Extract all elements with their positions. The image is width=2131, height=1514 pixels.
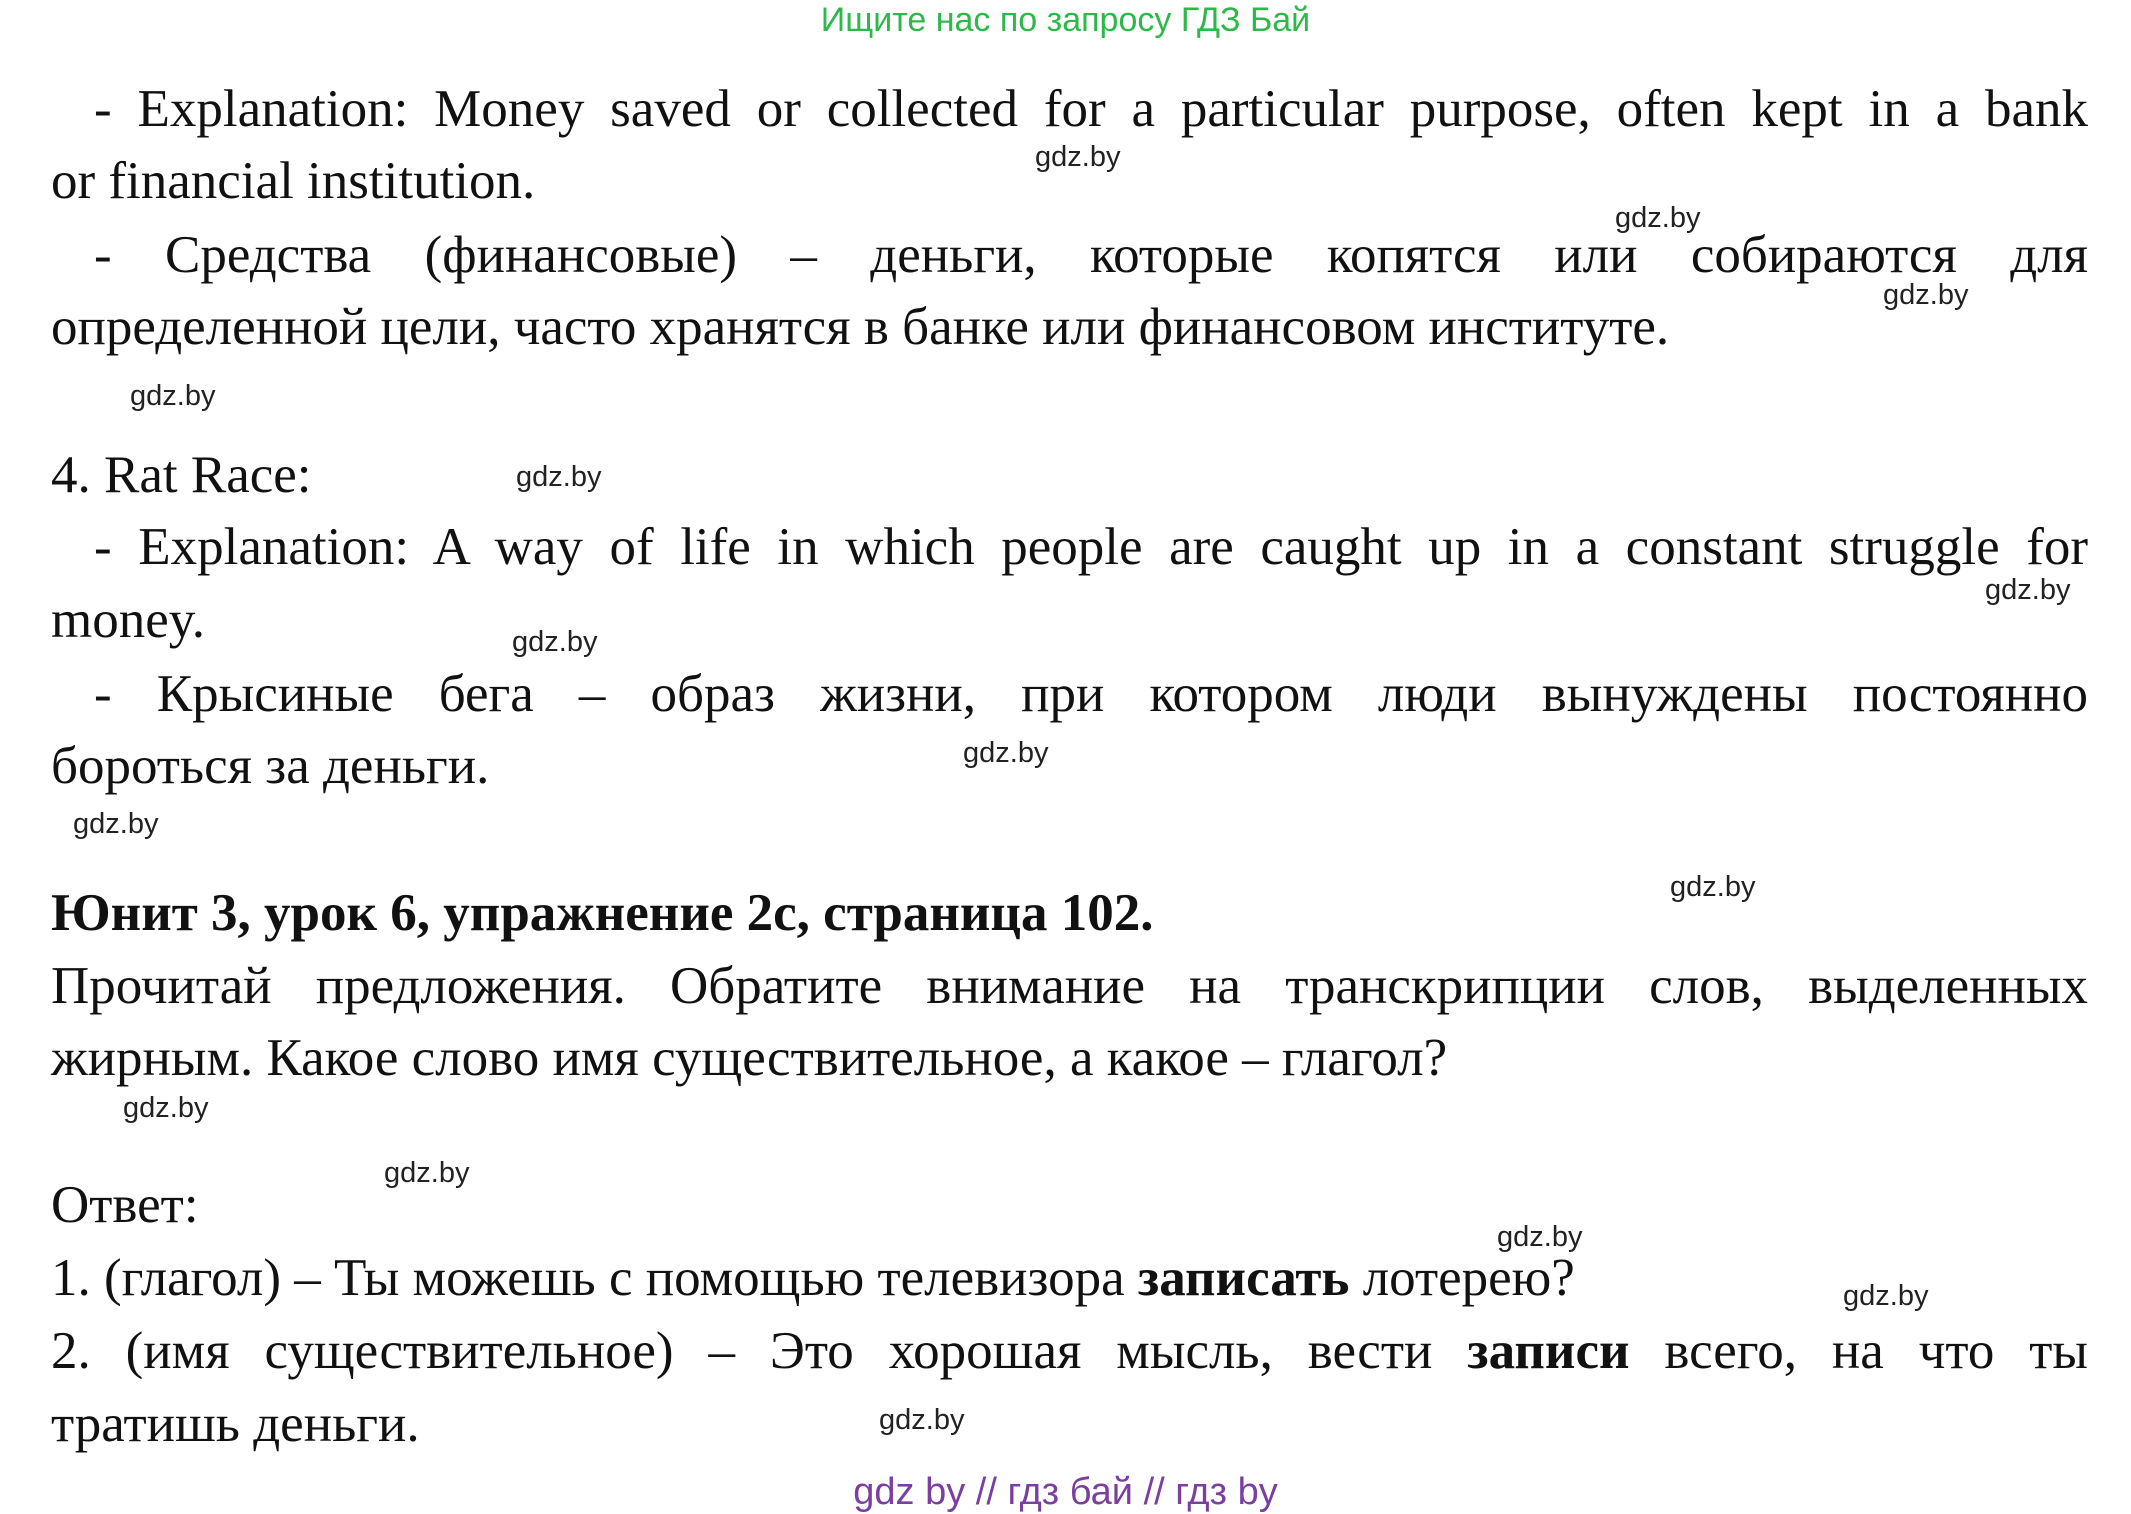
watermark: gdz.by xyxy=(963,737,1049,769)
answer-item-2-text: 2. (имя существительное) – Это хорошая мысль, вести xyxy=(51,1322,1468,1380)
footer-note: gdz by // гдз бай // гдз by xyxy=(853,1471,1278,1513)
watermark: gdz.by xyxy=(1035,141,1121,173)
translation-ru-line-2: определенной цели, часто хранятся в банке или финансовом институте. xyxy=(51,298,1670,356)
rat-race-translation-line-2: бороться за деньги. xyxy=(51,737,490,795)
watermark: gdz.by xyxy=(73,808,159,840)
watermark: gdz.by xyxy=(1615,202,1701,234)
exercise-task-line-2: жирным. Какое слово имя существительное, а какое – глагол? xyxy=(51,1029,1448,1087)
header-note: Ищите нас по запросу ГДЗ Бай xyxy=(820,1,1311,39)
rat-race-translation-line-1: - Крысиные бега – образ жизни, при котором люди вынуждены постоянно xyxy=(94,665,2088,723)
watermark: gdz.by xyxy=(130,380,216,412)
answer-item-2-bold-word: записи xyxy=(1467,1322,1630,1380)
answer-label: Ответ: xyxy=(51,1176,199,1234)
answer-item-1-text: 1. (глагол) – Ты можешь с помощью телевизора xyxy=(51,1249,1138,1307)
answer-item-2 xyxy=(51,1316,2088,1386)
watermark: gdz.by xyxy=(1670,871,1756,903)
answer-item-1-end: лотерею? xyxy=(1349,1249,1575,1307)
exercise-title: Юнит 3, урок 6, упражнение 2с, страница 102. xyxy=(51,884,1154,942)
answer-item-1-bold-word: записать xyxy=(1137,1249,1350,1307)
answer-item-1 xyxy=(51,1243,2088,1313)
rat-race-explanation-line-2: money. xyxy=(51,591,206,649)
watermark: gdz.by xyxy=(1985,574,2071,606)
watermark: gdz.by xyxy=(879,1404,965,1436)
watermark: gdz.by xyxy=(516,461,602,493)
watermark: gdz.by xyxy=(384,1157,470,1189)
watermark: gdz.by xyxy=(1843,1280,1929,1312)
explanation-en-line-1: - Explanation: Money saved or collected for a particular purpose, often kept in a bank xyxy=(94,80,2088,138)
watermark: gdz.by xyxy=(1497,1221,1583,1253)
watermark: gdz.by xyxy=(1883,279,1969,311)
explanation-en-line-2: or financial institution. xyxy=(51,152,536,210)
watermark: gdz.by xyxy=(512,626,598,658)
rat-race-heading: 4. Rat Race: xyxy=(51,446,312,504)
answer-item-2-line-2: тратишь деньги. xyxy=(51,1395,420,1453)
answer-item-2-end: всего, на что ты xyxy=(1629,1322,2088,1380)
watermark: gdz.by xyxy=(123,1092,209,1124)
exercise-task-line-1: Прочитай предложения. Обратите внимание на транскрипции слов, выделенных xyxy=(51,957,2088,1015)
translation-ru-line-1: - Средства (финансовые) – деньги, которые копятся или собираются для xyxy=(94,226,2088,284)
rat-race-explanation-line-1: - Explanation: A way of life in which people are caught up in a constant struggle for xyxy=(94,518,2088,576)
